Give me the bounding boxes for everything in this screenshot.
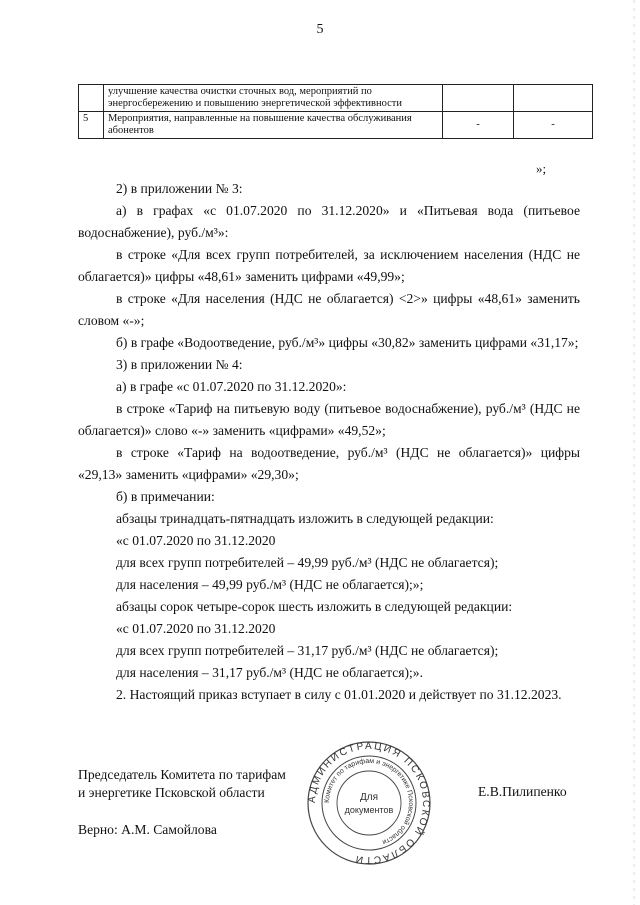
- signatory-title-line: Председатель Комитета по тарифам: [78, 767, 286, 782]
- document-body: [78, 178, 580, 706]
- paragraph: в строке «Тариф на водоотведение, руб./м³ (НДС не облагается)» цифры «29,13» заменить «цифрами» «29,30»;: [78, 445, 580, 482]
- row-value-2: -: [514, 112, 593, 139]
- seal-inner-text: Комитет по тарифам и энергетике Псковской области: [323, 757, 415, 846]
- signatory-name: Е.В.Пилипенко: [478, 784, 567, 799]
- seal-center-line: документов: [344, 805, 394, 815]
- seal-outer-text: АДМИНИСТРАЦИЯ ПСКОВСКОЙ ОБЛАСТИ: [306, 740, 432, 866]
- paragraph: а) в графе «с 01.07.2020 по 31.12.2020»:: [116, 379, 347, 394]
- paragraph: б) в графе «Водоотведение, руб./м³» цифры «30,82» заменить цифрами «31,17»;: [116, 335, 579, 350]
- paragraph: 3) в приложении № 4:: [116, 357, 243, 372]
- seal-center-line: Для: [359, 792, 379, 803]
- table-row: [79, 112, 593, 139]
- row-number: 5: [79, 112, 104, 139]
- paragraph: 2. Настоящий приказ вступает в силу с 01.01.2020 и действует по 31.12.2023.: [116, 687, 562, 702]
- paragraph: абзацы тринадцать-пятнадцать изложить в следующей редакции:: [116, 511, 494, 526]
- paragraph: в строке «Для населения (НДС не облагается) <2>» цифры «48,61» заменить словом «-»;: [78, 291, 580, 328]
- measures-table: [78, 84, 593, 139]
- official-seal: [306, 740, 432, 866]
- paragraph: для населения – 49,99 руб./м³ (НДС не облагается);»;: [116, 577, 424, 592]
- paragraph: для всех групп потребителей – 49,99 руб./м³ (НДС не облагается);: [116, 555, 499, 570]
- paragraph: для населения – 31,17 руб./м³ (НДС не облагается);».: [116, 665, 424, 680]
- table-row: [79, 85, 593, 112]
- paragraph: абзацы сорок четыре-сорок шесть изложить в следующей редакции:: [116, 599, 513, 614]
- row-value-2: [514, 85, 593, 112]
- paragraph: «с 01.07.2020 по 31.12.2020: [116, 621, 276, 636]
- quote-closing-mark: »;: [536, 161, 547, 176]
- paragraph: а) в графах «с 01.07.2020 по 31.12.2020» и «Питьевая вода (питьевое водоснабжение), руб./м³»:: [78, 203, 580, 240]
- paragraph: в строке «Для всех групп потребителей, за исключением населения (НДС не облагается)» цифры «48,61» заменить цифрами «49,99»;: [78, 247, 580, 284]
- paragraph: 2) в приложении № 3:: [116, 181, 243, 196]
- row-text: Мероприятия, направленные на повышение качества обслуживания абонентов: [104, 112, 443, 139]
- paragraph: в строке «Тариф на питьевую воду (питьевое водоснабжение), руб./м³ (НДС не облагается)» слово «-» заменить «цифрами» «49,52»;: [78, 401, 580, 438]
- signatory-title-line: и энергетике Псковской области: [78, 785, 265, 800]
- row-number: [79, 85, 104, 112]
- row-text: улучшение качества очистки сточных вод, мероприятий по энергосбережению и повышению энергетической эффективности: [104, 85, 443, 112]
- paragraph: «с 01.07.2020 по 31.12.2020: [116, 533, 276, 548]
- row-value-1: -: [443, 112, 514, 139]
- paragraph: б) в примечании:: [116, 489, 215, 504]
- paragraph: для всех групп потребителей – 31,17 руб./м³ (НДС не облагается);: [116, 643, 499, 658]
- signatory-title: [78, 766, 286, 802]
- page-number: 5: [316, 22, 324, 37]
- certified-copy-note: Верно: А.М. Самойлова: [78, 822, 217, 837]
- row-value-1: [443, 85, 514, 112]
- scan-edge-artifact: [628, 0, 640, 905]
